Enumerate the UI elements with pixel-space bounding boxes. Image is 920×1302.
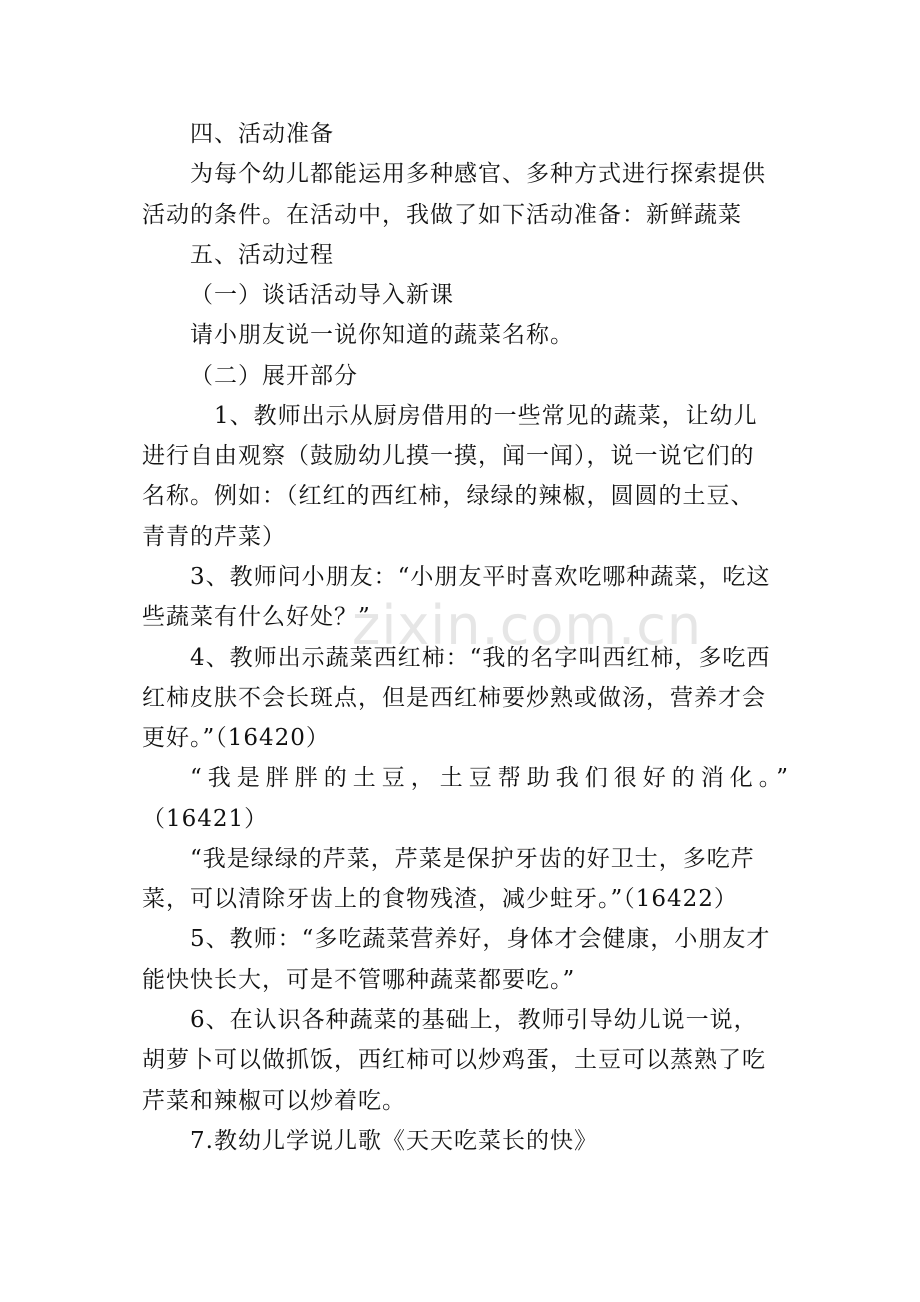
paragraph-line: 菜，可以清除牙齿上的食物残渣，减少蛀牙。”（16422） <box>142 886 738 912</box>
paragraph-line: 3、教师问小朋友：“小朋友平时喜欢吃哪种蔬菜，吃这 <box>190 564 771 590</box>
paragraph-line: 能快快长大，可是不管哪种蔬菜都要吃。” <box>142 967 576 993</box>
paragraph-line: 红柿皮肤不会长斑点，但是西红柿要炒熟或做汤，营养才会 <box>142 685 766 711</box>
paragraph-line: 进行自由观察（鼓励幼儿摸一摸，闻一闻），说一说它们的 <box>142 443 755 469</box>
paragraph-line: 6、在认识各种蔬菜的基础上，教师引导幼儿说一说， <box>190 1007 758 1033</box>
paragraph-line: 5、教师：“多吃蔬菜营养好，身体才会健康，小朋友才 <box>190 926 771 952</box>
paragraph-line: 7.教幼儿学说儿歌《天天吃菜长的快》 <box>190 1128 598 1154</box>
paragraph-line: 青青的芹菜） <box>142 524 286 550</box>
paragraph-line: 更好。”（16420） <box>142 725 330 751</box>
paragraph-line: “我是胖胖的土豆，土豆帮助我们很好的消化。” <box>190 765 795 791</box>
paragraph-line: 请小朋友说一说你知道的蔬菜名称。 <box>190 322 574 348</box>
paragraph-line: “我是绿绿的芹菜，芹菜是保护牙齿的好卫士，多吃芹 <box>190 846 755 872</box>
paragraph-line: 活动的条件。在活动中，我做了如下活动准备：新鲜蔬菜 <box>142 202 742 228</box>
paragraph-line: 些蔬菜有什么好处？” <box>142 604 371 630</box>
paragraph-line: 名称。例如：（红红的西红柿，绿绿的辣椒，圆圆的土豆、 <box>142 483 755 509</box>
paragraph-line: （16421） <box>142 806 269 832</box>
subheading-intro: （一）谈话活动导入新课 <box>190 282 454 308</box>
paragraph-line: 为每个幼儿都能运用多种感官、多种方式进行探索提供 <box>190 161 766 187</box>
heading-activity-process: 五、活动过程 <box>190 242 334 268</box>
paragraph-line: 胡萝卜可以做抓饭，西红柿可以炒鸡蛋，土豆可以蒸熟了吃 <box>142 1047 766 1073</box>
paragraph-line: 芹菜和辣椒可以炒着吃。 <box>142 1088 406 1114</box>
paragraph-line: 4、教师出示蔬菜西红柿：“我的名字叫西红柿，多吃西 <box>190 645 771 671</box>
paragraph-line: 1、教师出示从厨房借用的一些常见的蔬菜，让幼儿 <box>214 403 758 429</box>
subheading-development: （二）展开部分 <box>190 363 358 389</box>
watermark: zixin.com.cn <box>352 594 703 657</box>
heading-activity-preparation: 四、活动准备 <box>190 121 334 147</box>
